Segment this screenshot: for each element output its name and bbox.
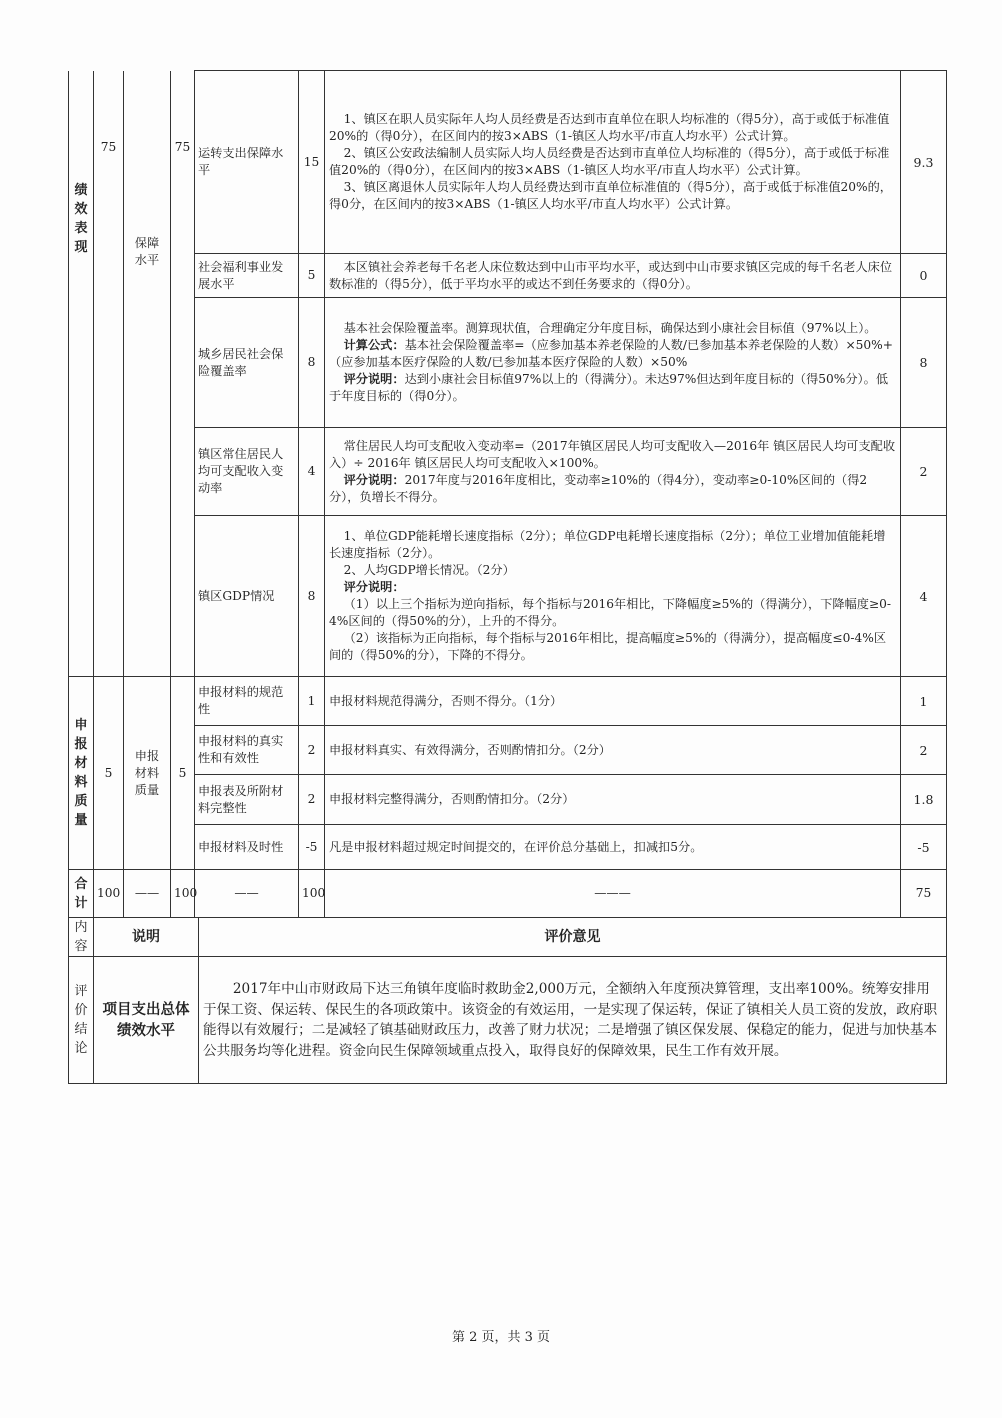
indicator-name: 社会福利事业发展水平 (195, 254, 299, 298)
subsection-label-text: 保障水平 (134, 235, 160, 267)
section-label (69, 71, 94, 677)
subsection-score: 75 (171, 71, 195, 677)
indicator-result: 8 (901, 298, 947, 428)
criteria-text: 基本社会保险覆盖率。测算现状值，合理确定分年度目标，确保达到小康社会目标值（97%以上）。 (343, 321, 877, 335)
criteria-paragraph (329, 693, 896, 710)
criteria-text: 3、镇区离退休人员实际年人均人员经费达到市直单位标准值的（得5分），高于或低于标准值20%的，得0分，在区间内的按3×ABS（1-镇区人均水平/市直人均水平）公式计算。 (329, 180, 892, 211)
criteria-paragraph (329, 562, 896, 579)
indicator-points: 1 (299, 677, 325, 726)
indicator-points: 8 (299, 516, 325, 677)
indicator-name: 运转支出保障水平 (195, 71, 299, 254)
criteria-label: 评分说明： (343, 472, 405, 487)
conclusion-header-row (69, 918, 947, 957)
indicator-result: 1.8 (901, 775, 947, 825)
scoring-criteria (325, 775, 901, 825)
criteria-text: 基本社会保险覆盖率=（应参加基本养老保险的人数/已参加基本养老保险的人数）×50%+（应参加基本医疗保险的人数/已参加基本医疗保险的人数）×50% (329, 338, 893, 369)
section-label (69, 677, 94, 870)
indicator-result: 9.3 (901, 71, 947, 254)
table-row (69, 677, 947, 726)
criteria-paragraph (329, 320, 896, 337)
indicator-points: 15 (299, 71, 325, 254)
criteria-text: （1）以上三个指标为逆向指标，每个指标与2016年相比，下降幅度≥5%的（得满分），下降幅度≥0-4%区间的（得50%的分），上升的不得分。 (329, 597, 892, 628)
conclusion-row (69, 957, 947, 1084)
criteria-paragraph (329, 472, 896, 506)
criteria-text: 1、镇区在职人员实际年人均人员经费是否达到市直单位在职人均标准的（得5分），高于或低于标准值20%的（得0分），在区间内的按3×ABS（1-镇区人均水平/市直人均水平）公式计算。 (329, 112, 890, 143)
evaluation-table (68, 70, 947, 918)
scoring-criteria (325, 428, 901, 516)
scoring-criteria (325, 825, 901, 870)
total-result: 75 (901, 870, 947, 918)
subsection-label (124, 71, 171, 677)
criteria-text: 常住居民人均可支配收入变动率=（2017年镇区居民人均可支配收入—2016年 镇区居民人均可支配收入）÷ 2016年 镇区居民人均可支配收入×100%。 (329, 438, 896, 470)
header-opinion: 评价意见 (199, 918, 947, 957)
indicator-result: 2 (901, 726, 947, 775)
conclusion-label: 评价结论 (69, 957, 94, 1084)
indicator-result: 1 (901, 677, 947, 726)
subsection-score: 5 (171, 677, 195, 870)
criteria-text: 1、单位GDP能耗增长速度指标（2分）；单位GDP电耗增长速度指标（2分）；单位工业增加值能耗增长速度指标（2分）。 (329, 529, 886, 560)
table-row (69, 298, 947, 428)
indicator-points: 2 (299, 775, 325, 825)
total-dash3: ——— (325, 870, 901, 918)
subsection-label-text: 申报材料质量 (134, 748, 160, 797)
criteria-text: 申报材料真实、有效得满分，否则酌情扣分。（2分） (329, 742, 611, 757)
scoring-criteria (325, 71, 901, 254)
criteria-paragraph (329, 259, 896, 293)
total-dash2: —— (195, 870, 299, 918)
indicator-result: 4 (901, 516, 947, 677)
criteria-text: 2、镇区公安政法编制人员实际人均人员经费是否达到市直单位人均标准的（得5分），高于或低于标准值20%的（得0分），在区间内的按3×ABS（1-镇区人均水平/市直人均水平）公式计算。 (329, 146, 890, 177)
indicator-points: 5 (299, 254, 325, 298)
indicator-points: 2 (299, 726, 325, 775)
table-row (69, 825, 947, 870)
table-row (69, 71, 947, 254)
table-row (69, 428, 947, 516)
table-row (69, 254, 947, 298)
criteria-label: 评分说明： (343, 372, 405, 386)
total-label-text: 合计 (74, 876, 88, 911)
criteria-text: 达到小康社会目标值97%以上的（得满分）。未达97%但达到年度目标的（得50%分）。低于年度目标的（得0分）。 (329, 372, 889, 403)
criteria-paragraph (329, 371, 896, 405)
conclusion-text: 2017年中山市财政局下达三角镇年度临时救助金2,000万元，全额纳入年度预决算管理，支出率100%。统筹安排用于保工资、保运转、保民生的各项政策中。该资金的有效运用，一是实现了保运转，保证了镇相关人员工资的发放，政府职能得以有效履行；二是减轻了镇基础财政压力，改善了财力状况；二是增强了镇区保发展、保稳定的能力，促进与加快基本公共服务均等化进程。资金向民生保障领域重点投入，取得良好的保障效果，民生工作有效开展。 (199, 957, 947, 1084)
conclusion-item: 项目支出总体绩效水平 (94, 957, 199, 1084)
indicator-points: -5 (299, 825, 325, 870)
criteria-text: 2017年度与2016年度相比，变动率≥10%的（得4分），变动率≥0-10%区间的（得2分），负增长不得分。 (329, 472, 868, 504)
header-content: 内容 (69, 918, 94, 957)
section-label-text: 绩效表现 (74, 182, 88, 255)
indicator-result: 0 (901, 254, 947, 298)
section-label-text: 申报材料质量 (74, 718, 88, 828)
criteria-paragraph (329, 579, 896, 596)
table-row (69, 516, 947, 677)
subsection-label (124, 677, 171, 870)
total-score1: 100 (94, 870, 124, 918)
indicator-result: -5 (901, 825, 947, 870)
criteria-text: 2、人均GDP增长情况。（2分） (343, 563, 515, 577)
header-description: 说明 (94, 918, 199, 957)
criteria-text: （2）该指标为正向指标，每个指标与2016年相比，提高幅度≥5%的（得满分），提高幅度≤0-4%区间的（得50%的分），下降的不得分。 (329, 631, 887, 662)
criteria-paragraph (329, 337, 896, 371)
total-dash1: —— (124, 870, 171, 918)
criteria-text: 本区镇社会养老每千名老人床位数达到中山市平均水平，或达到中山市要求镇区完成的每千名老人床位数标准的（得5分），低于平均水平的或达不到任务要求的（得0分）。 (329, 259, 893, 291)
criteria-paragraph (329, 111, 896, 145)
indicator-points: 4 (299, 428, 325, 516)
criteria-paragraph (329, 438, 896, 472)
scoring-criteria (325, 516, 901, 677)
indicator-name: 申报材料的规范性 (195, 677, 299, 726)
criteria-text: 申报材料完整得满分，否则酌情扣分。（2分） (329, 792, 575, 806)
indicator-name: 城乡居民社会保险覆盖率 (195, 298, 299, 428)
criteria-paragraph (329, 742, 896, 759)
page-number: 第 2 页，共 3 页 (451, 1330, 551, 1345)
criteria-paragraph (329, 179, 896, 213)
criteria-paragraph (329, 596, 896, 630)
indicator-points: 8 (299, 298, 325, 428)
indicator-name: 申报材料及时性 (195, 825, 299, 870)
total-label (69, 870, 94, 918)
indicator-name: 申报材料的真实性和有效性 (195, 726, 299, 775)
total-row (69, 870, 947, 918)
criteria-paragraph (329, 528, 896, 562)
conclusion-table (68, 917, 947, 1084)
criteria-paragraph (329, 145, 896, 179)
scoring-criteria (325, 298, 901, 428)
criteria-text: 凡是申报材料超过规定时间提交的，在评价总分基础上，扣减扣5分。 (329, 839, 703, 854)
criteria-paragraph (329, 839, 896, 856)
scoring-criteria (325, 677, 901, 726)
indicator-name: 镇区GDP情况 (195, 516, 299, 677)
table-row (69, 775, 947, 825)
section-score: 5 (94, 677, 124, 870)
indicator-result: 2 (901, 428, 947, 516)
section-score: 75 (94, 71, 124, 677)
total-points: 100 (299, 870, 325, 918)
total-score2: 100 (171, 870, 195, 918)
criteria-paragraph (329, 630, 896, 664)
indicator-name: 申报表及所附材料完整性 (195, 775, 299, 825)
criteria-paragraph (329, 791, 896, 808)
criteria-label: 评分说明： (343, 580, 405, 594)
scoring-criteria (325, 726, 901, 775)
indicator-name: 镇区常住居民人均可支配收入变动率 (195, 428, 299, 516)
criteria-text: 申报材料规范得满分，否则不得分。（1分） (329, 693, 563, 708)
table-row (69, 726, 947, 775)
scoring-criteria (325, 254, 901, 298)
criteria-label: 计算公式： (343, 338, 405, 352)
